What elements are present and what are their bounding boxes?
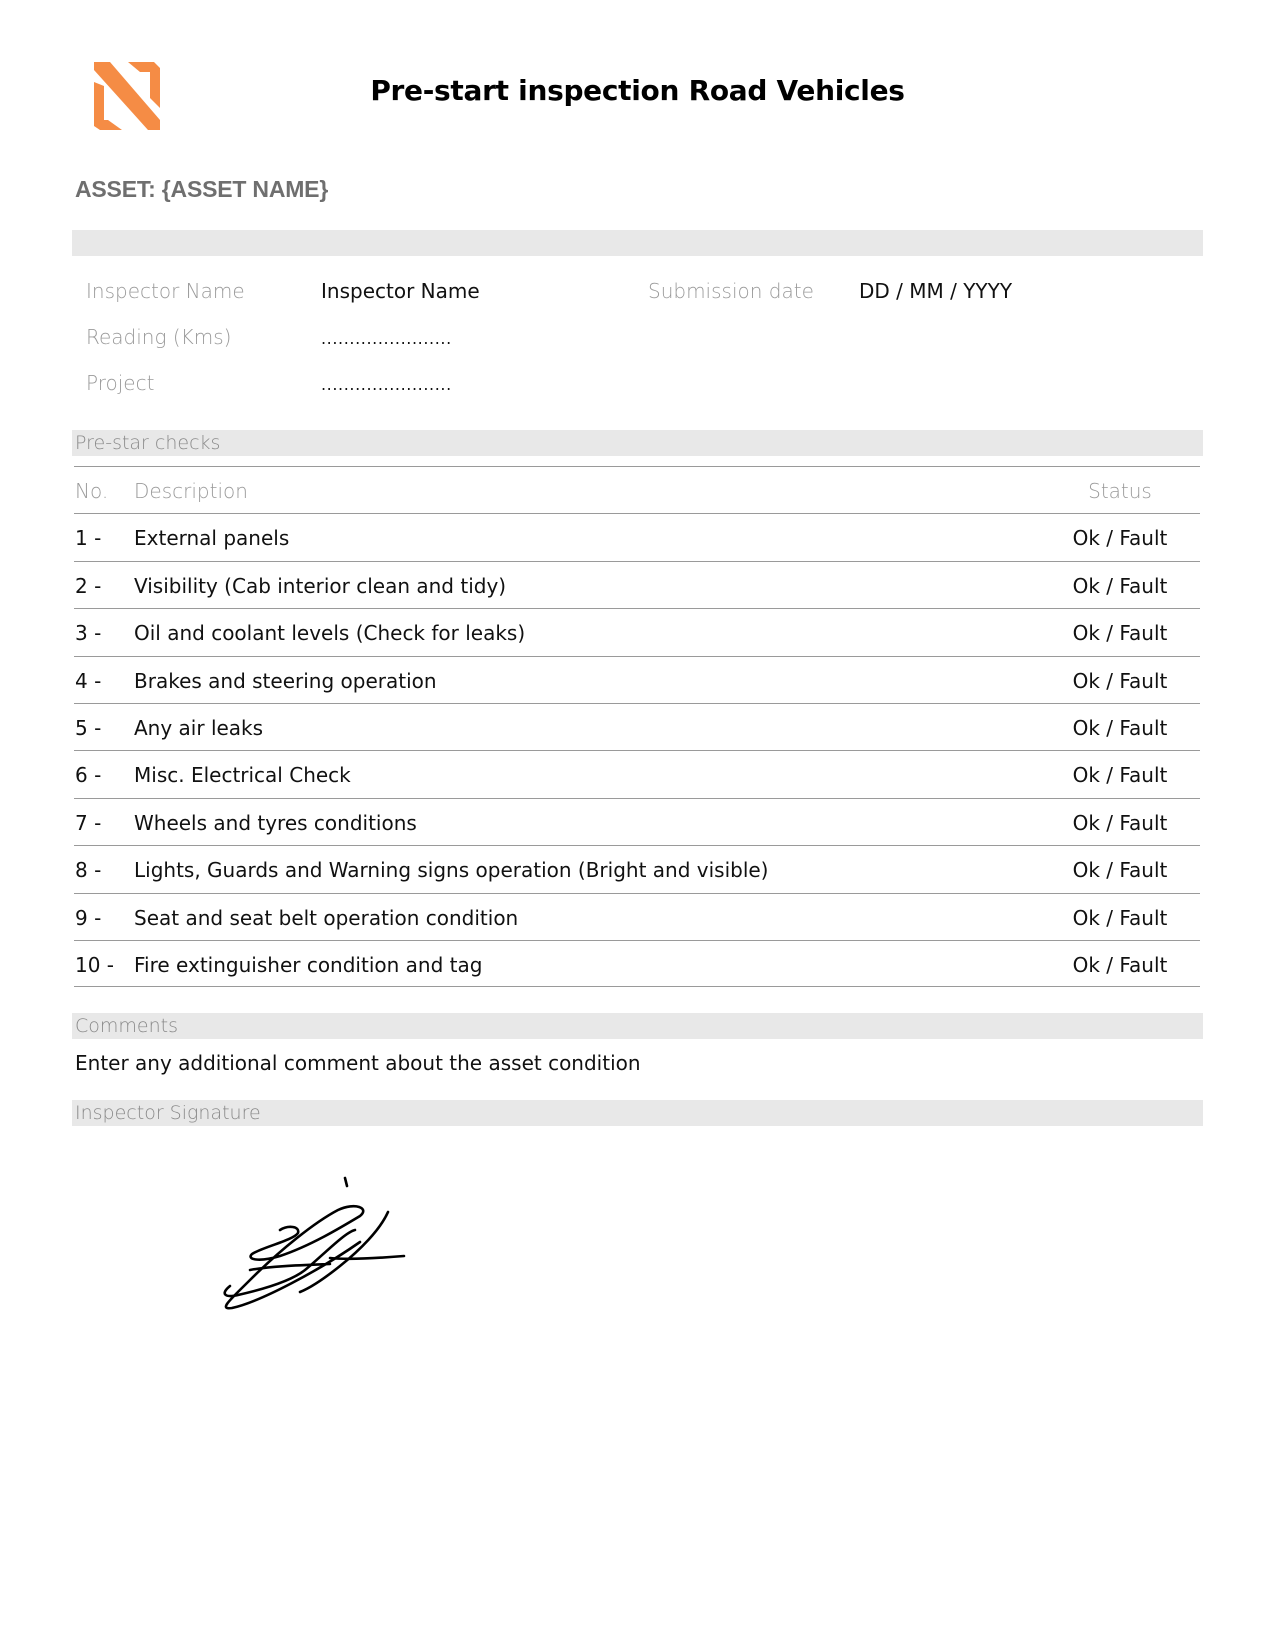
row-number: 2 - xyxy=(75,573,102,598)
column-header-status: Status xyxy=(1088,479,1152,503)
checks-table xyxy=(74,466,1200,987)
table-row xyxy=(74,608,1200,655)
row-status[interactable]: Ok / Fault xyxy=(1072,952,1168,977)
table-header-row xyxy=(74,466,1200,513)
project-label: Project xyxy=(86,371,155,395)
row-status[interactable]: Ok / Fault xyxy=(1072,810,1168,835)
table-row xyxy=(74,798,1200,845)
row-number: 1 - xyxy=(75,526,102,551)
reading-label: Reading (Kms) xyxy=(86,325,232,349)
table-row xyxy=(74,656,1200,703)
table-row xyxy=(74,750,1200,797)
row-status[interactable]: Ok / Fault xyxy=(1072,858,1168,883)
signature-section-header: Inspector Signature xyxy=(72,1100,1203,1126)
column-header-description: Description xyxy=(134,479,248,503)
row-description: Any air leaks xyxy=(134,715,264,740)
row-number: 5 - xyxy=(75,715,102,740)
row-status[interactable]: Ok / Fault xyxy=(1072,573,1168,598)
row-number: 7 - xyxy=(75,810,102,835)
row-status[interactable]: Ok / Fault xyxy=(1072,621,1168,646)
comments-field[interactable]: Enter any additional comment about the asset condition xyxy=(75,1051,641,1075)
signature-image xyxy=(210,1170,410,1315)
row-number: 8 - xyxy=(75,858,102,883)
table-row xyxy=(74,513,1200,560)
row-status[interactable]: Ok / Fault xyxy=(1072,526,1168,551)
table-row xyxy=(74,703,1200,750)
row-description: Misc. Electrical Check xyxy=(134,763,351,788)
row-description: Seat and seat belt operation condition xyxy=(134,905,519,930)
asset-name-heading: ASSET: {ASSET NAME} xyxy=(75,176,329,202)
project-field[interactable]: ....................... xyxy=(321,375,452,394)
row-number: 3 - xyxy=(75,621,102,646)
table-row xyxy=(74,893,1200,940)
row-description: Visibility (Cab interior clean and tidy) xyxy=(134,573,507,598)
column-header-no: No. xyxy=(75,479,109,503)
reading-field[interactable]: ....................... xyxy=(321,329,452,348)
row-number: 9 - xyxy=(75,905,102,930)
row-number: 6 - xyxy=(75,763,102,788)
row-description: Brakes and steering operation xyxy=(134,668,437,693)
row-status[interactable]: Ok / Fault xyxy=(1072,763,1168,788)
inspector-name-label: Inspector Name xyxy=(86,279,245,303)
row-description: Wheels and tyres conditions xyxy=(134,810,417,835)
row-status[interactable]: Ok / Fault xyxy=(1072,715,1168,740)
row-status[interactable]: Ok / Fault xyxy=(1072,668,1168,693)
table-row xyxy=(74,940,1200,987)
checks-section-header: Pre-star checks xyxy=(72,430,1203,456)
submission-date-field[interactable]: DD / MM / YYYY xyxy=(859,279,1013,303)
row-number: 10 - xyxy=(75,952,115,977)
table-row xyxy=(74,561,1200,608)
document-title-text: Pre-start inspection Road Vehicles xyxy=(370,74,905,107)
row-number: 4 - xyxy=(75,668,102,693)
comments-section-header: Comments xyxy=(72,1013,1203,1039)
row-description: Lights, Guards and Warning signs operation (Bright and visible) xyxy=(134,858,769,883)
row-description: Fire extinguisher condition and tag xyxy=(134,952,483,977)
row-description: External panels xyxy=(134,526,290,551)
document-title xyxy=(0,74,1275,107)
table-row xyxy=(74,845,1200,892)
inspector-name-field[interactable]: Inspector Name xyxy=(321,279,480,303)
info-section-band xyxy=(72,230,1203,256)
row-status[interactable]: Ok / Fault xyxy=(1072,905,1168,930)
row-description: Oil and coolant levels (Check for leaks) xyxy=(134,621,526,646)
submission-date-label: Submission date xyxy=(648,279,814,303)
